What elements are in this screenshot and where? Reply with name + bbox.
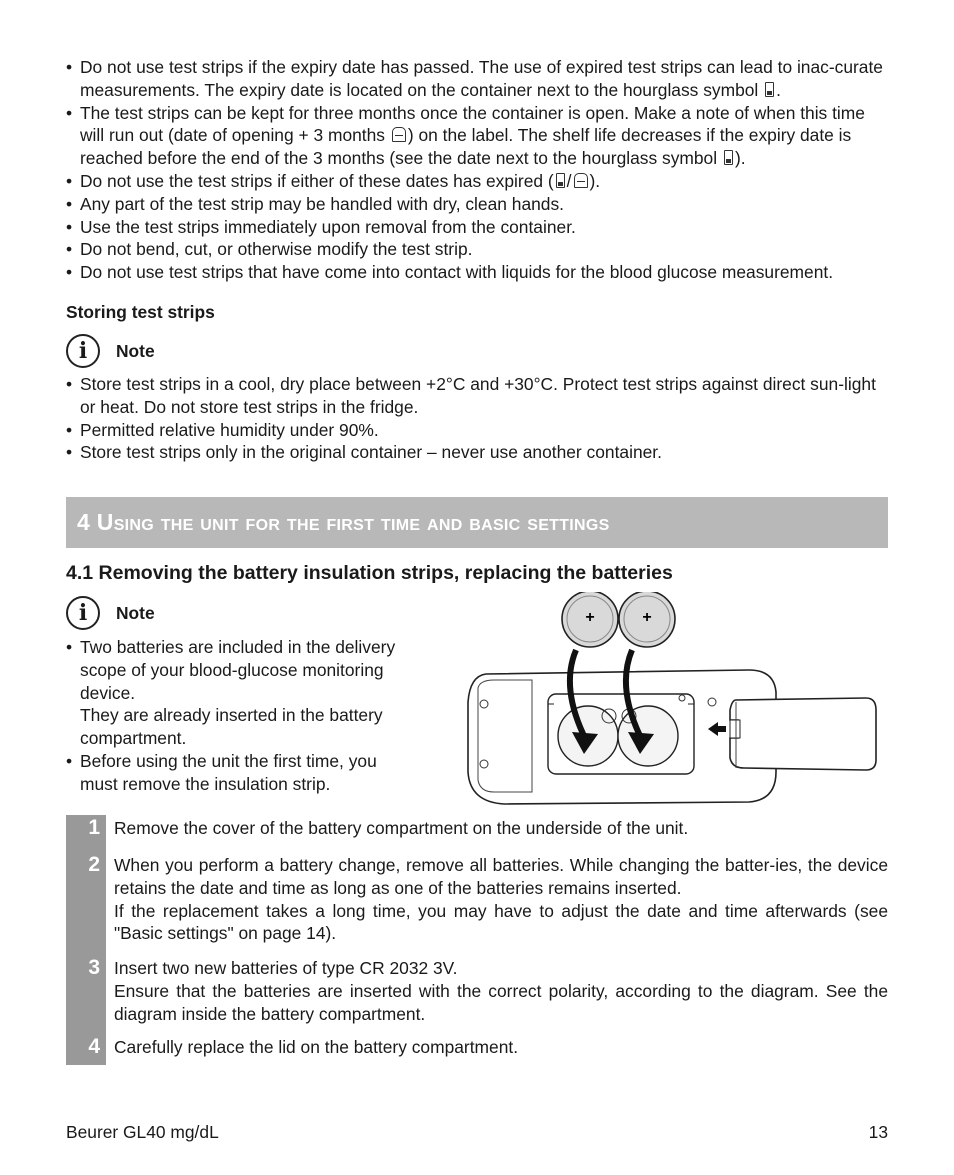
list-item: • Two batteries are included in the delivery scope of your blood-glucose monitoring device. They are already inserted in the battery compartment. [66,636,416,750]
step-1 [66,815,888,852]
svg-text:+: + [585,609,595,626]
step-4 [66,1032,888,1065]
step-number: 2 [66,852,106,952]
step-3 [66,952,888,1032]
step-number: 3 [66,952,106,1032]
chapter-banner [66,497,888,548]
battery-note-bullets [66,636,416,796]
chapter-title: Using the unit for the first time and basic settings [96,509,610,535]
hourglass-icon [765,82,774,97]
svg-text:+: + [642,609,652,626]
steps [66,815,888,1065]
page-number: 13 [868,1122,888,1142]
chapter-number: 4 [77,509,91,535]
storing-bullets [66,373,888,464]
opened-container-icon [574,173,588,188]
section-title: 4.1 Removing the battery insulation strips, replacing the batteries [66,562,673,584]
info-icon: i [66,596,100,630]
step-text: Insert two new batteries of type CR 2032 3V. Ensure that the batteries are inserted with the correct polarity, according to the diagram. See the diagram inside the battery compartment. [114,958,888,1024]
hourglass-icon [556,173,565,188]
step-number: 4 [66,1032,106,1065]
list-item: • Permitted relative humidity under 90%. [66,419,888,442]
list-item: • Do not use test strips if the expiry date has passed. The use of expired test strips can lead to inac-curate measurements. The expiry date is located on the container next to the hourglass symbol . [66,56,888,102]
info-icon: i [66,334,100,368]
list-item: • Do not use test strips that have come into contact with liquids for the blood glucose measurement. [66,261,888,284]
footer-product: Beurer GL40 mg/dL [66,1122,219,1142]
list-item: • The test strips can be kept for three months once the container is open. Make a note of when this time will run out (date of opening + 3 months ) on the label. The shelf life decreases if the expiry date is reached before the end of the 3 months (see the date next to the hourglass symbol ). [66,102,888,170]
step-text: Remove the cover of the battery compartment on the underside of the unit. [114,818,689,838]
list-item: • Do not bend, cut, or otherwise modify the test strip. [66,238,888,261]
list-item: • Before using the unit the first time, you must remove the insulation strip. [66,750,416,796]
list-item: • Store test strips in a cool, dry place between +2°C and +30°C. Protect test strips against direct sun-light or heat. Do not store test strips in the fridge. [66,373,888,419]
opened-container-icon [392,127,406,142]
storing-heading: Storing test strips [66,302,215,322]
battery-note [66,596,155,630]
storing-note [66,334,155,368]
list-item: • Any part of the test strip may be handled with dry, clean hands. [66,193,888,216]
step-number: 1 [66,815,106,852]
note-label: Note [116,602,155,623]
list-item: • Do not use the test strips if either of these dates has expired ( / ). [66,170,888,193]
note-label: Note [116,340,155,361]
list-item: • Use the test strips immediately upon removal from the container. [66,216,888,239]
list-item: • Store test strips only in the original container – never use another container. [66,441,888,464]
step-text: Carefully replace the lid on the battery compartment. [114,1037,519,1057]
step-text: When you perform a battery change, remove all batteries. While changing the batter-ies, the device retains the date and time as long as one of the batteries remains inserted. If the replacement takes a long time, you may have to adjust the date and time afterwards (see "Basic settings" on page 14). [114,855,888,944]
hourglass-icon [724,150,733,165]
step-2 [66,852,888,952]
battery-diagram [464,592,882,808]
expiry-bullets [66,56,888,284]
